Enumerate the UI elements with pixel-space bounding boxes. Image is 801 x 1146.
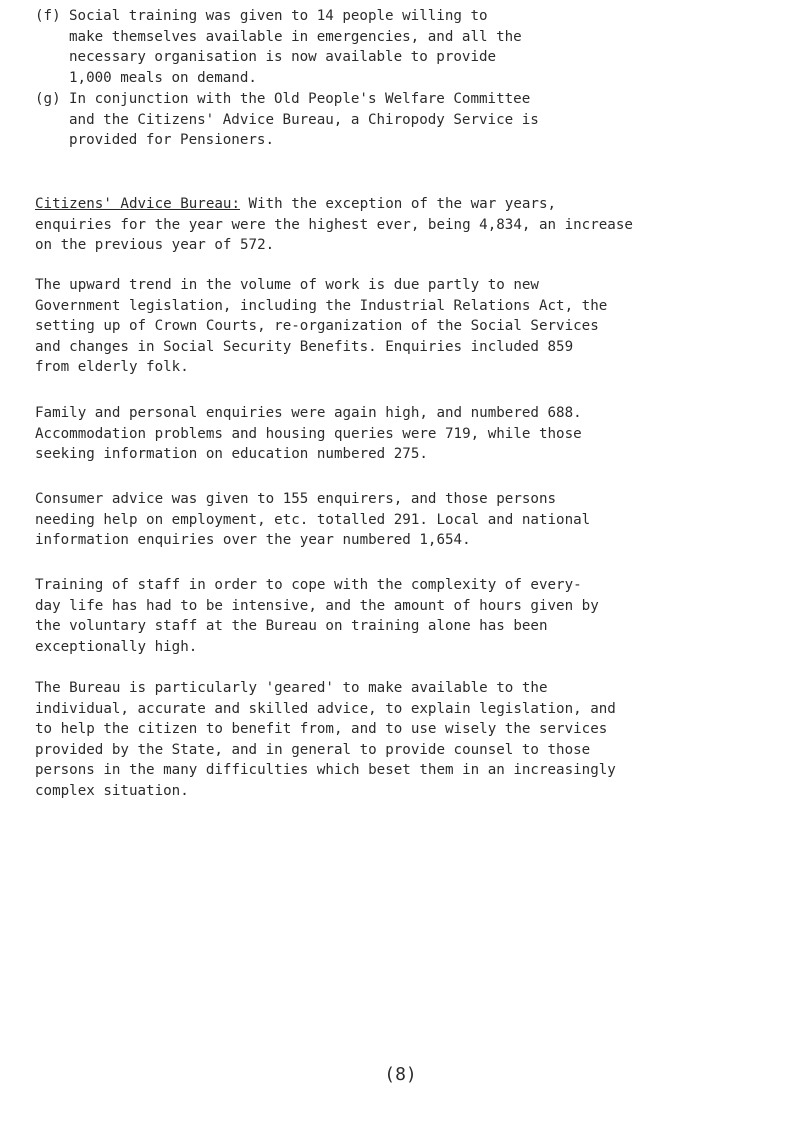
text-line: setting up of Crown Courts, re-organization of the Social Services bbox=[35, 318, 599, 334]
paragraph-staff-training bbox=[35, 575, 795, 657]
text-line: complex situation. bbox=[35, 782, 189, 799]
text-line: The Bureau is particularly 'geared' to make available to the bbox=[35, 680, 548, 696]
list-item-f bbox=[35, 6, 795, 88]
text-line: from elderly folk. bbox=[35, 359, 189, 375]
text-line: necessary organisation is now available to provide bbox=[69, 49, 497, 65]
paragraph-consumer-advice bbox=[35, 489, 795, 551]
text-line: Consumer advice was given to 155 enquirers, and those persons bbox=[35, 491, 557, 507]
heading-rest: With the exception of the war years, bbox=[240, 196, 557, 212]
text-line: provided by the State, and in general to provide counsel to those bbox=[35, 741, 591, 758]
section-heading: Citizens' Advice Bureau: bbox=[35, 196, 240, 212]
paragraph-bureau-purpose bbox=[35, 678, 795, 801]
text-line: Social training was given to 14 people willing to bbox=[69, 8, 488, 24]
list-marker: (g) bbox=[35, 91, 61, 107]
paragraph-upward-trend bbox=[35, 275, 795, 378]
text-line: and the Citizens' Advice Bureau, a Chiropody Service is bbox=[69, 111, 539, 128]
text-line: to help the citizen to benefit from, and to use wisely the services bbox=[35, 721, 608, 737]
text-line: on the previous year of 572. bbox=[35, 237, 275, 253]
page-number: (8) bbox=[384, 1064, 417, 1085]
text-line: In conjunction with the Old People's Welfare Committee bbox=[69, 91, 531, 107]
list-item-text bbox=[69, 6, 769, 88]
text-line: Government legislation, including the Industrial Relations Act, the bbox=[35, 297, 608, 314]
text-line: Training of staff in order to cope with the complexity of every- bbox=[35, 577, 582, 593]
text-line: and changes in Social Security Benefits. Enquiries included 859 bbox=[35, 338, 574, 355]
list-item-text bbox=[69, 89, 769, 151]
paragraph-family-enquiries bbox=[35, 403, 795, 465]
text-line: make themselves available in emergencies, and all the bbox=[69, 28, 522, 45]
list-item-g bbox=[35, 89, 795, 151]
cab-intro-paragraph bbox=[35, 194, 795, 256]
text-line: exceptionally high. bbox=[35, 638, 198, 655]
list-marker: (f) bbox=[35, 8, 61, 24]
text-line bbox=[35, 194, 795, 215]
text-line: The upward trend in the volume of work is due partly to new bbox=[35, 277, 539, 293]
text-line: seeking information on education numbered 275. bbox=[35, 446, 428, 462]
text-line: needing help on employment, etc. totalled 291. Local and national bbox=[35, 511, 591, 528]
text-line: provided for Pensioners. bbox=[69, 132, 274, 148]
text-line: Accommodation problems and housing queries were 719, while those bbox=[35, 425, 582, 442]
text-line: persons in the many difficulties which beset them in an increasingly bbox=[35, 762, 616, 778]
text-line: individual, accurate and skilled advice, to explain legislation, and bbox=[35, 700, 616, 717]
text-line: day life has had to be intensive, and the amount of hours given by bbox=[35, 597, 599, 614]
text-line: information enquiries over the year numbered 1,654. bbox=[35, 532, 471, 548]
text-line: the voluntary staff at the Bureau on training alone has been bbox=[35, 618, 548, 634]
text-line: enquiries for the year were the highest ever, being 4,834, an increase bbox=[35, 216, 633, 233]
text-line: 1,000 meals on demand. bbox=[69, 69, 257, 86]
text-line: Family and personal enquiries were again high, and numbered 688. bbox=[35, 405, 582, 421]
